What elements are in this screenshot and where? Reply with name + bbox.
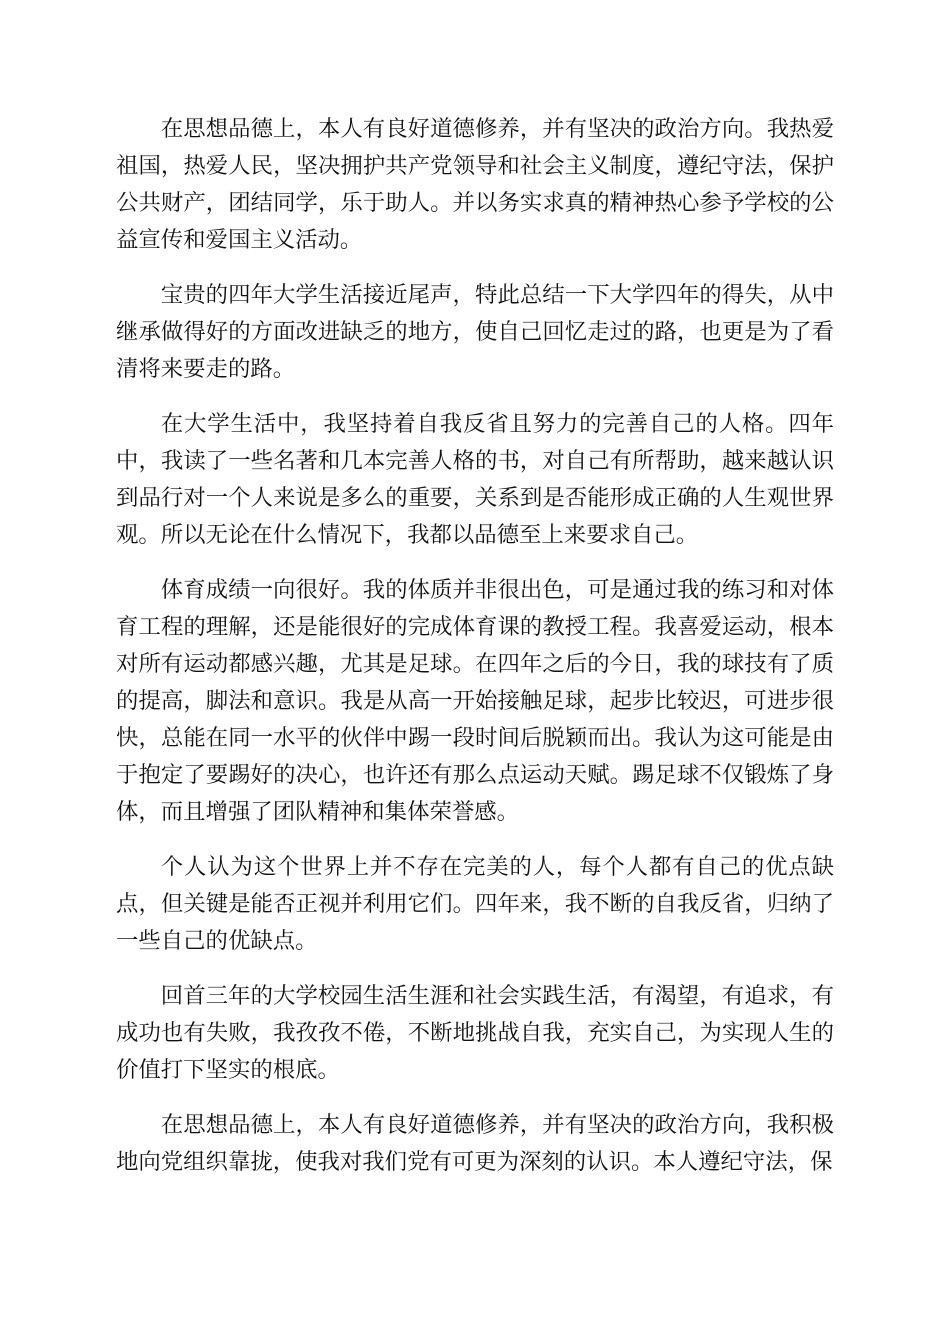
paragraph-2: 宝贵的四年大学生活接近尾声，特此总结一下大学四年的得失，从中继承做得好的方面改进缺乏的地方，使自己回忆走过的路，也更是为了看清将来要走的路。 xyxy=(116,282,834,382)
paragraph-6: 回首三年的大学校园生活生涯和社会实践生活，有渴望，有追求，有成功也有失败，我孜孜不倦，不断地挑战自我，充实自己，为实现人生的价值打下坚实的根底。 xyxy=(116,983,834,1083)
paragraph-1: 在思想品德上，本人有良好道德修养，并有坚决的政治方向。我热爱祖国，热爱人民，坚决拥护共产党领导和社会主义制度，遵纪守法，保护公共财产，团结同学，乐于助人。并以务实求真的精神热心参予学校的公益宣传和爱国主义活动。 xyxy=(116,116,834,253)
paragraph-3: 在大学生活中，我坚持着自我反省且努力的完善自己的人格。四年中，我读了一些名著和几本完善人格的书，对自己有所帮助，越来越认识到品行对一个人来说是多么的重要，关系到是否能形成正确的人生观世界观。所以无论在什么情况下，我都以品德至上来要求自己。 xyxy=(116,411,834,548)
paragraph-4: 体育成绩一向很好。我的体质并非很出色，可是通过我的练习和对体育工程的理解，还是能很好的完成体育课的教授工程。我喜爱运动，根本对所有运动都感兴趣，尤其是足球。在四年之后的今日，我的球技有了质的提高，脚法和意识。我是从高一开始接触足球，起步比较迟，可进步很快，总能在同一水平的伙伴中踢一段时间后脱颖而出。我认为这可能是由于抱定了要踢好的决心，也许还有那么点运动天赋。踢足球不仅锻炼了身体，而且增强了团队精神和集体荣誉感。 xyxy=(116,577,834,825)
paragraph-7: 在思想品德上，本人有良好道德修养，并有坚决的政治方向，我积极地向党组织靠拢，使我对我们党有可更为深刻的认识。本人遵纪守法，保 xyxy=(116,1112,834,1175)
document-body xyxy=(116,111,834,1199)
paragraph-5: 个人认为这个世界上并不存在完美的人，每个人都有自己的优点缺点，但关键是能否正视并利用它们。四年来，我不断的自我反省，归纳了一些自己的优缺点。 xyxy=(116,854,834,954)
